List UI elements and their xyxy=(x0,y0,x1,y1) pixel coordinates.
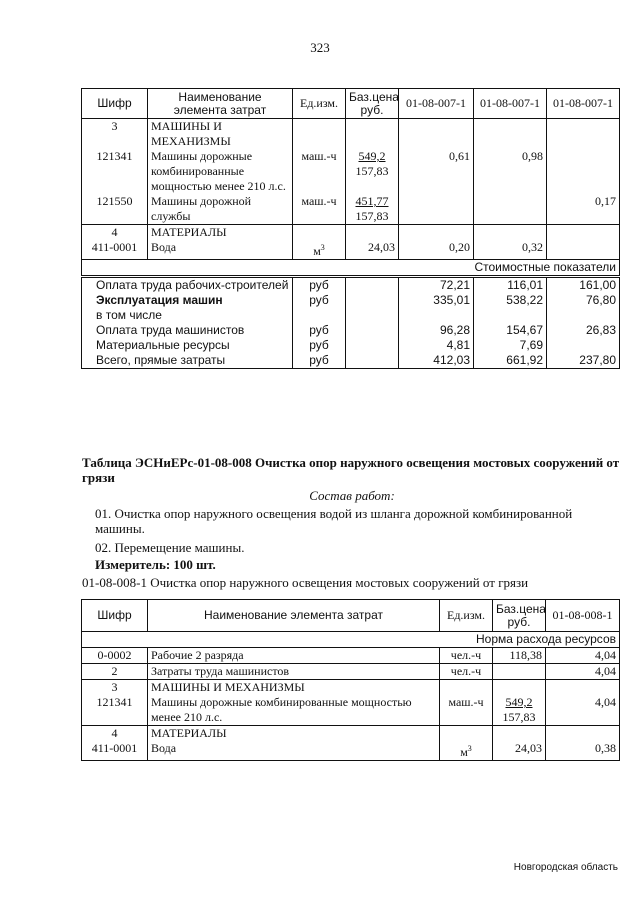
summary-value-2: 154,67 xyxy=(474,323,547,338)
row-base-price: 118,38 xyxy=(493,648,546,664)
row-value: 4,04 xyxy=(546,695,620,726)
price-bottom: 157,83 xyxy=(355,164,389,178)
row-value-2 xyxy=(474,194,547,225)
row-unit: $м^3$ xyxy=(293,240,346,260)
table-subtitle: 01-08-008-1 Очистка опор наружного освещения мостовых сооружений от грязи xyxy=(82,575,529,590)
summary-unit: руб xyxy=(293,293,346,323)
row-base-price xyxy=(493,695,546,726)
summary-value-2: 661,92 xyxy=(474,353,547,369)
row-code: 0-0002 xyxy=(82,648,148,664)
section-code: 3 xyxy=(82,680,148,696)
row-value-2: 0,98 xyxy=(474,149,547,194)
row-value-1: 0,61 xyxy=(399,149,474,194)
section-title: МАТЕРИАЛЫ xyxy=(148,225,293,241)
summary-label-group xyxy=(82,293,293,323)
price-bottom: 157,83 xyxy=(355,209,389,223)
table-caption: Таблица ЭСНиЕРс-01-08-008 Очистка опор наружного освещения мостовых сооружений от грязи xyxy=(82,455,620,485)
row-code: 2 xyxy=(82,664,148,680)
row-base-price: 24,03 xyxy=(346,240,399,260)
section-row-machines xyxy=(82,680,620,696)
summary-value-2: 7,69 xyxy=(474,338,547,353)
section-row-materials xyxy=(82,225,620,241)
norm-header-label: Норма расхода ресурсов xyxy=(82,632,620,648)
header-unit: Ед.изм. xyxy=(440,600,493,632)
summary-value-2: 538,22 xyxy=(474,293,547,323)
table-header-row xyxy=(82,89,620,119)
row-unit: $м^3$ xyxy=(440,741,493,761)
row-code: 121550 xyxy=(82,194,148,225)
summary-value-2: 116,01 xyxy=(474,277,547,294)
row-base-price xyxy=(493,664,546,680)
summary-sublabel: в том числе xyxy=(96,308,162,322)
summary-value-3: 237,80 xyxy=(547,353,620,369)
summary-value-3 xyxy=(547,338,620,353)
summary-label: Эксплуатация машин xyxy=(96,293,223,307)
row-code: 411-0001 xyxy=(82,240,148,260)
row-name: Рабочие 2 разряда xyxy=(148,648,440,664)
row-value-1 xyxy=(399,194,474,225)
summary-value-1: 96,28 xyxy=(399,323,474,338)
row-unit: маш.-ч xyxy=(293,194,346,225)
row-base-price: 24,03 xyxy=(493,741,546,761)
table-row xyxy=(82,664,620,680)
row-value-2: 0,32 xyxy=(474,240,547,260)
section-row-materials xyxy=(82,726,620,742)
header-col-1: 01-08-007-1 xyxy=(399,89,474,119)
cost-indicators-header xyxy=(82,260,620,277)
row-name: Затраты труда машинистов xyxy=(148,664,440,680)
row-value: 0,38 xyxy=(546,741,620,761)
page-number: 323 xyxy=(310,40,330,55)
table-row xyxy=(82,741,620,761)
header-base-price: Баз.цена руб. xyxy=(493,600,546,632)
cost-indicators-label: Стоимостные показатели xyxy=(82,260,620,277)
footer-region: Новгородская область xyxy=(513,862,618,873)
resource-table-01-08-007 xyxy=(81,88,620,369)
summary-row xyxy=(82,293,620,323)
price-top: 549,2 xyxy=(505,695,533,709)
summary-row xyxy=(82,323,620,338)
price-bottom: 157,83 xyxy=(502,710,536,724)
section-title: МАТЕРИАЛЫ xyxy=(148,726,440,742)
summary-value-1: 72,21 xyxy=(399,277,474,294)
row-code: 121341 xyxy=(82,149,148,194)
row-value-3 xyxy=(547,240,620,260)
work-step: 02. Перемещение машины. xyxy=(95,540,245,555)
section-code: 4 xyxy=(82,726,148,742)
section-title: МАШИНЫ И МЕХАНИЗМЫ xyxy=(148,119,293,150)
work-step: 01. Очистка опор наружного освещения водой из шланга дорожной комбинированной машины. xyxy=(95,506,573,536)
summary-unit: руб xyxy=(293,338,346,353)
summary-value-3: 76,80 xyxy=(547,293,620,323)
table-row xyxy=(82,695,620,726)
section-code: 3 xyxy=(82,119,148,150)
row-value-3: 0,17 xyxy=(547,194,620,225)
row-base-price xyxy=(346,194,399,225)
section-title: МАШИНЫ И МЕХАНИЗМЫ xyxy=(148,680,440,696)
section-code: 4 xyxy=(82,225,148,241)
summary-value-1: 412,03 xyxy=(399,353,474,369)
row-name: Машины дорожные комбинированные мощностью менее 210 л.с. xyxy=(148,149,293,194)
summary-value-3: 26,83 xyxy=(547,323,620,338)
header-unit: Ед.изм. xyxy=(293,89,346,119)
summary-value-3: 161,00 xyxy=(547,277,620,294)
header-col-3: 01-08-007-1 xyxy=(547,89,620,119)
row-unit: чел.-ч xyxy=(440,648,493,664)
summary-label: Всего, прямые затраты xyxy=(82,353,293,369)
row-value: 4,04 xyxy=(546,664,620,680)
summary-label: Оплата труда рабочих-строителей xyxy=(82,277,293,294)
summary-unit: руб xyxy=(293,277,346,294)
section-row-machines xyxy=(82,119,620,150)
row-unit: маш.-ч xyxy=(293,149,346,194)
row-unit: маш.-ч xyxy=(440,695,493,726)
row-code: 121341 xyxy=(82,695,148,726)
summary-unit: руб xyxy=(293,323,346,338)
table-row xyxy=(82,648,620,664)
row-name: Вода xyxy=(148,741,440,761)
table-row xyxy=(82,149,620,194)
header-col-1: 01-08-008-1 xyxy=(546,600,620,632)
row-name: Машины дорожные комбинированные мощностью менее 210 л.с. xyxy=(148,695,440,726)
row-code: 411-0001 xyxy=(82,741,148,761)
composition-title: Состав работ: xyxy=(309,488,395,503)
header-code: Шифр xyxy=(82,89,148,119)
summary-row xyxy=(82,338,620,353)
header-name: Наименование элемента затрат xyxy=(148,600,440,632)
row-value-3 xyxy=(547,149,620,194)
table-row xyxy=(82,240,620,260)
summary-label: Материальные ресурсы xyxy=(82,338,293,353)
table-row xyxy=(82,194,620,225)
header-base-price: Баз.цена руб. xyxy=(346,89,399,119)
header-col-2: 01-08-007-1 xyxy=(474,89,547,119)
row-base-price xyxy=(346,149,399,194)
header-name: Наименование элемента затрат xyxy=(148,89,293,119)
summary-unit: руб xyxy=(293,353,346,369)
summary-value-1: 335,01 xyxy=(399,293,474,323)
summary-value-1: 4,81 xyxy=(399,338,474,353)
header-code: Шифр xyxy=(82,600,148,632)
summary-label: Оплата труда машинистов xyxy=(82,323,293,338)
norm-header xyxy=(82,632,620,648)
summary-row xyxy=(82,353,620,369)
measurer: Измеритель: 100 шт. xyxy=(95,557,216,572)
table-header-row xyxy=(82,600,620,632)
price-top: 451,77 xyxy=(355,194,389,208)
row-value: 4,04 xyxy=(546,648,620,664)
resource-table-01-08-008 xyxy=(81,599,620,761)
row-name: Машины дорожной службы xyxy=(148,194,293,225)
price-top: 549,2 xyxy=(358,149,386,163)
row-name: Вода xyxy=(148,240,293,260)
summary-row xyxy=(82,277,620,294)
row-unit: чел.-ч xyxy=(440,664,493,680)
row-value-1: 0,20 xyxy=(399,240,474,260)
